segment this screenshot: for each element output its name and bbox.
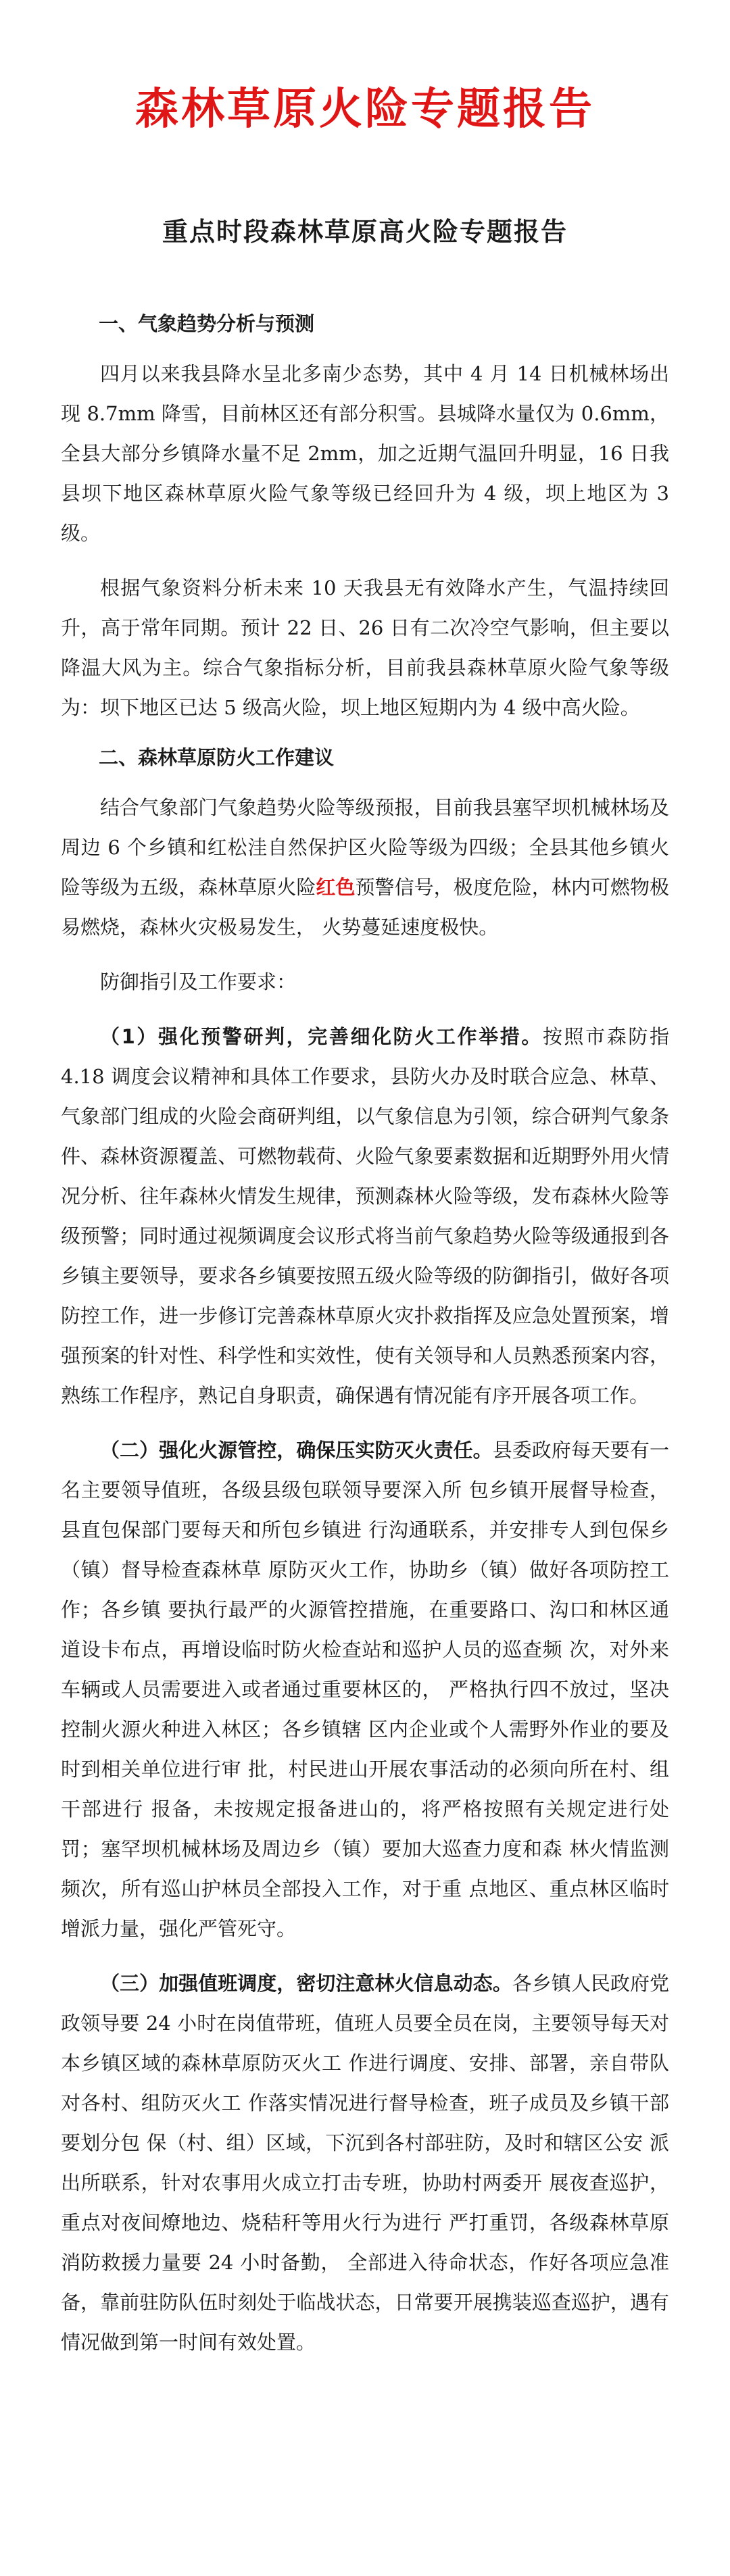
- guideline-item-3-lead: （三）加强值班调度，密切注意林火信息动态。: [100, 1972, 512, 1995]
- weather-paragraph-1: 四月以来我县降水呈北多南少态势，其中 4 月 14 日机械林场出现 8.7mm 降雪，目前林区还有部分积雪。县城降水量仅为 0.6mm，全县大部分乡镇降水量不足 2mm，加之近期气温回升明显，16 日我县坝下地区森林草原火险气象等级已经回升为 4 级，坝上地区为 3 级。: [61, 362, 669, 545]
- guideline-item-1-lead: （1）强化预警研判，完善细化防火工作举措。: [100, 1025, 543, 1048]
- red-warning-text: 红色: [316, 876, 356, 899]
- section-heading-suggestions: 二、森林草原防火工作建议: [99, 746, 335, 769]
- section-heading-weather: 一、气象趋势分析与预测: [99, 312, 315, 335]
- suggestions-text-b: 预警信号，极度危险，林内可燃物极易燃烧，森林火灾极易发生， 火势蔓延速度极快。: [61, 876, 669, 939]
- weather-paragraph-2: 根据气象资料分析未来 10 天我县无有效降水产生，气温持续回升，高于常年同期。预计 22 日、26 日有二次冷空气影响，但主要以降温大风为主。综合气象指标分析，目前我县森林草原火险气象等级为：坝下地区已达 5 级高火险，坝上地区短期内为 4 级中高火险。: [61, 576, 669, 719]
- guidelines-intro: 防御指引及工作要求：: [100, 970, 297, 993]
- report-subtitle: 重点时段森林草原高火险专题报告: [162, 216, 568, 247]
- guideline-item-2-text: 县委政府每天要有一名主要领导值班，各级县级包联领导要深入所 包乡镇开展督导检查，县直包保部门要每天和所包乡镇进 行沟通联系，并安排专人到包保乡（镇）督导检查森林草 原防灭火工作，协助乡（镇）做好各项防控工作；各乡镇 要执行最严的火源管控措施，在重要路口、沟口和林区通 道设卡布点，再增设临时防火检查站和巡护人员的巡查频 次，对外来车辆或人员需要进入或者通过重要林区的， 严格执行四不放过，坚决控制火源火种进入林区；各乡镇辖 区内企业或个人需野外作业的要及时到相关单位进行审 批，村民进山开展农事活动的必须向所在村、组干部进行 报备，未按规定报备进山的，将严格按照有关规定进行处 罚；塞罕坝机械林场及周边乡（镇）要加大巡查力度和森 林火情监测频次，所有巡山护林员全部投入工作，对于重 点地区、重点林区临时增派力量，强化严管死守。: [61, 1439, 669, 1940]
- guideline-item-2-lead: （二）强化火源管控，确保压实防灭火责任。: [100, 1439, 493, 1462]
- guideline-item-1: [61, 1017, 669, 1416]
- suggestions-paragraph-1: [61, 788, 669, 947]
- guideline-item-2: [61, 1431, 669, 1949]
- suggestions-text-a: 结合气象部门气象趋势火险等级预报，目前我县塞罕坝机械林场及周边 6 个乡镇和红松洼自然保护区火险等级为四级；全县其他乡镇火险等级为五级，森林草原火险: [61, 796, 669, 899]
- guideline-item-3-text: 各乡镇人民政府党政领导要 24 小时在岗值带班，值班人员要全员在岗，主要领导每天对本乡镇区域的森林草原防灭火工 作进行调度、安排、部署，亲自带队对各村、组防灭火工 作落实情况进行督导检查，班子成员及乡镇干部要划分包 保（村、组）区域，下沉到各村部驻防，及时和辖区公安 派出所联系，针对农事用火成立打击专班，协助村两委开 展夜查巡护，重点对夜间燎地边、烧秸秆等用火行为进行 严打重罚，各级森林草原消防救援力量要 24 小时备勤， 全部进入待命状态，作好各项应急准备，靠前驻防队伍时刻处于临战状态，日常要开展携装巡查巡护，遇有情况做到第一时间有效处置。: [61, 1972, 669, 2354]
- guideline-item-3: [61, 1964, 669, 2362]
- report-title: 森林草原火险专题报告: [135, 84, 595, 134]
- guideline-item-1-text: 按照市森防指 4.18 调度会议精神和具体工作要求，县防火办及时联合应急、林草、气象部门组成的火险会商研判组，以气象信息为引领，综合研判气象条件、森林资源覆盖、可燃物载荷、火险气象要素数据和近期野外用火情况分析、往年森林火情发生规律，预测森林火险等级，发布森林火险等级预警；同时通过视频调度会议形式将当前气象趋势火险等级通报到各乡镇主要领导，要求各乡镇要按照五级火险等级的防御指引，做好各项防控工作，进一步修订完善森林草原火灾扑救指挥及应急处置预案，增强预案的针对性、科学性和实效性，使有关领导和人员熟悉预案内容， 熟练工作程序，熟记自身职责，确保遇有情况能有序开展各项工作。: [61, 1025, 669, 1407]
